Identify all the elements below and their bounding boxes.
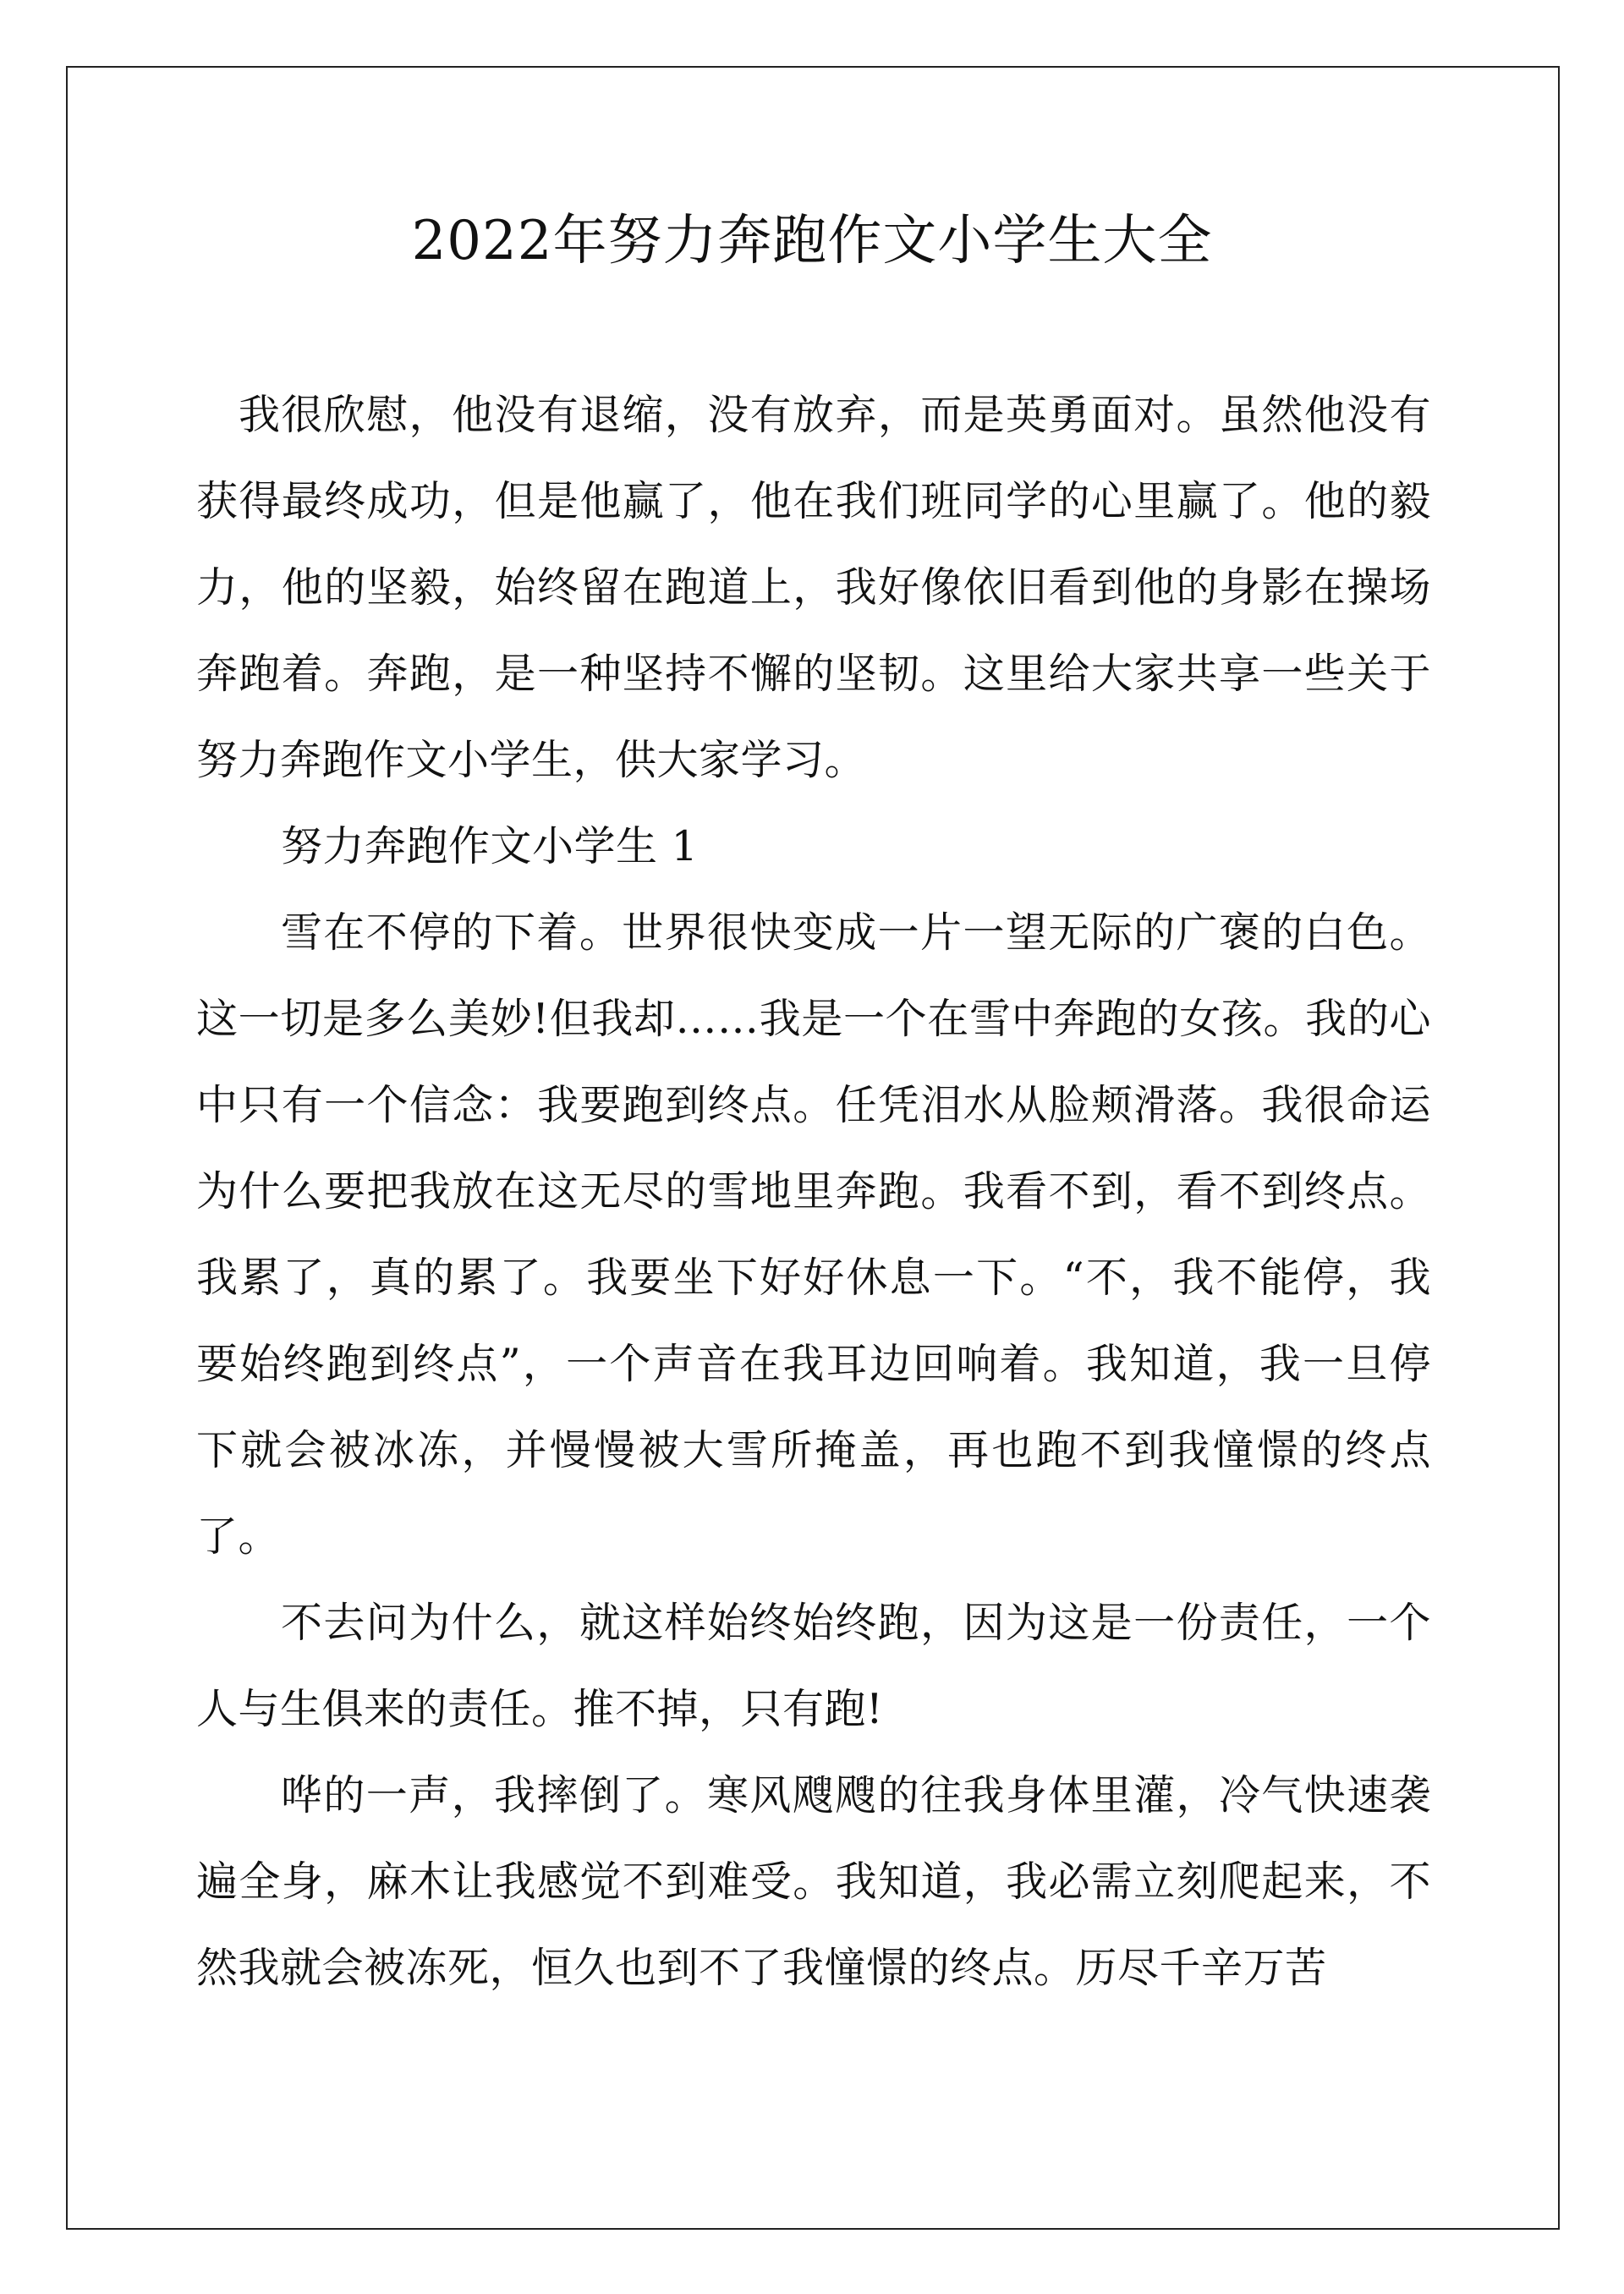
document-body	[196, 372, 1431, 2011]
intro-paragraph: 我很欣慰，他没有退缩，没有放弃，而是英勇面对。虽然他没有获得最终成功，但是他赢了，他在我们班同学的心里赢了。他的毅力，他的坚毅，始终留在跑道上，我好像依旧看到他的身影在操场奔跑着。奔跑，是一种坚持不懈的坚韧。这里给大家共享一些关于努力奔跑作文小学生，供大家学习。	[196, 391, 1431, 784]
body-paragraph: 雪在不停的下着。世界很快变成一片一望无际的广褒的白色。这一切是多么美妙!但我却……我是一个在雪中奔跑的女孩。我的心中只有一个信念：我要跑到终点。任凭泪水从脸颊滑落。我很命运为什么要把我放在这无尽的雪地里奔跑。我看不到，看不到终点。我累了，真的累了。我要坐下好好休息一下。“不，我不能停，我要始终跑到终点”，一个声音在我耳边回响着。我知道，我一旦停下就会被冰冻，并慢慢被大雪所掩盖，再也跑不到我憧憬的终点了。	[196, 908, 1431, 1561]
section-heading: 努力奔跑作文小学生 1	[281, 822, 699, 870]
body-paragraph: 哗的一声，我摔倒了。寒风飕飕的往我身体里灌，冷气快速袭遍全身，麻木让我感觉不到难受。我知道，我必需立刻爬起来，不然我就会被冻死，恒久也到不了我憧憬的终点。历尽千辛万苦	[196, 1771, 1431, 1992]
body-paragraph: 不去问为什么，就这样始终始终跑，因为这是一份责任，一个人与生俱来的责任。推不掉，只有跑!	[196, 1599, 1431, 1733]
document-title: 2022年努力奔跑作文小学生大全	[411, 210, 1213, 272]
